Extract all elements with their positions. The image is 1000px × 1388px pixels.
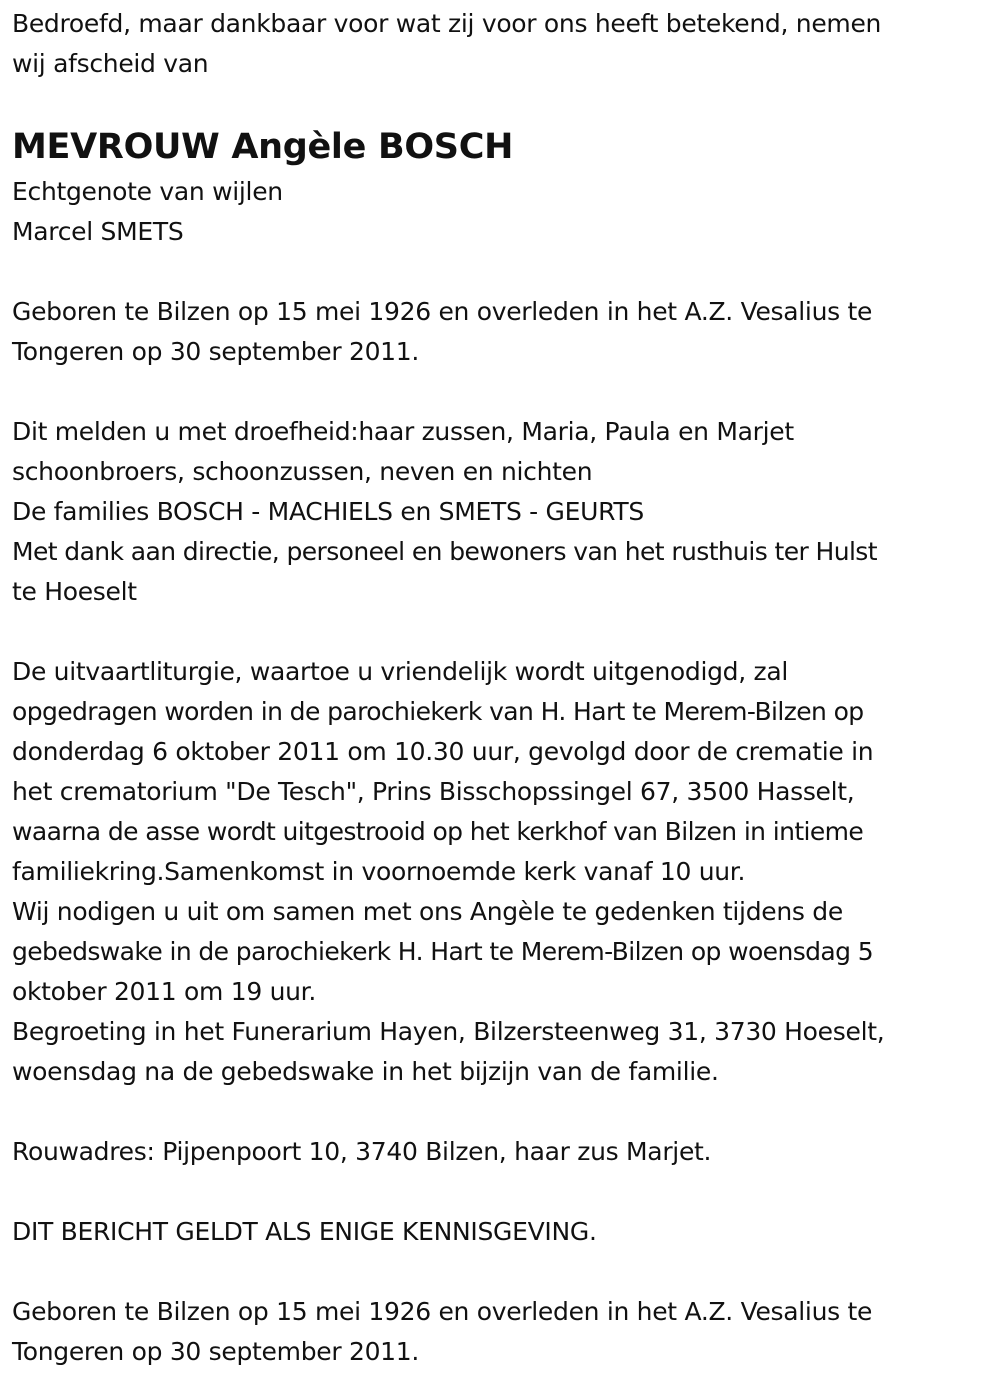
announcement-line: schoonbroers, schoonzussen, neven en nichten — [12, 457, 593, 486]
ceremony-line: gebedswake in de parochiekerk H. Hart te Merem-Bilzen op woensdag 5 — [12, 937, 874, 966]
paragraph-spacer — [12, 1092, 992, 1132]
birth-death-line: Geboren te Bilzen op 15 mei 1926 en overleden in het A.Z. Vesalius te — [12, 297, 873, 326]
intro-line: wij afscheid van — [12, 49, 209, 78]
paragraph-spacer — [12, 612, 992, 652]
ceremony-line: donderdag 6 oktober 2011 om 10.30 uur, gevolgd door de crematie in — [12, 737, 874, 766]
announcement-line: Dit melden u met droefheid:haar zussen, Maria, Paula en Marjet — [12, 417, 794, 446]
ceremony-line: Begroeting in het Funerarium Hayen, Bilzersteenweg 31, 3730 Hoeselt, — [12, 1017, 885, 1046]
spouse-line: Marcel SMETS — [12, 217, 184, 246]
ceremony-line: De uitvaartliturgie, waartoe u vriendelijk wordt uitgenodigd, zal — [12, 657, 789, 686]
ceremony-line: Wij nodigen u uit om samen met ons Angèle te gedenken tijdens de — [12, 897, 843, 926]
ceremony-line: oktober 2011 om 19 uur. — [12, 977, 316, 1006]
announcement-line: te Hoeselt — [12, 577, 137, 606]
ceremony-line: woensdag na de gebedswake in het bijzijn van de familie. — [12, 1057, 719, 1086]
paragraph-spacer — [12, 252, 992, 292]
ceremony-line: familiekring.Samenkomst in voornoemde kerk vanaf 10 uur. — [12, 857, 746, 886]
paragraph-spacer — [12, 1172, 992, 1212]
birth-death-line: Tongeren op 30 september 2011. — [12, 337, 420, 366]
spouse-line: Echtgenote van wijlen — [12, 177, 283, 206]
ceremony-line: het crematorium "De Tesch", Prins Bisschopssingel 67, 3500 Hasselt, — [12, 777, 855, 806]
closing-line: Geboren te Bilzen op 15 mei 1926 en overleden in het A.Z. Vesalius te — [12, 1297, 873, 1326]
ceremony-line: waarna de asse wordt uitgestrooid op het kerkhof van Bilzen in intieme — [12, 817, 864, 846]
notice-statement: DIT BERICHT GELDT ALS ENIGE KENNISGEVING. — [12, 1217, 597, 1246]
intro-line: Bedroefd, maar dankbaar voor wat zij voor ons heeft betekend, nemen — [12, 9, 882, 38]
announcement-line: De families BOSCH - MACHIELS en SMETS - GEURTS — [12, 497, 644, 526]
paragraph-spacer — [12, 1252, 992, 1292]
paragraph-spacer — [12, 372, 992, 412]
obituary-notice — [12, 4, 992, 1372]
closing-line: Tongeren op 30 september 2011. — [12, 1337, 420, 1366]
announcement-line: Met dank aan directie, personeel en bewoners van het rusthuis ter Hulst — [12, 537, 877, 566]
deceased-name: MEVROUW Angèle BOSCH — [12, 127, 514, 167]
mourning-address: Rouwadres: Pijpenpoort 10, 3740 Bilzen, haar zus Marjet. — [12, 1137, 712, 1166]
ceremony-line: opgedragen worden in de parochiekerk van H. Hart te Merem-Bilzen op — [12, 697, 864, 726]
